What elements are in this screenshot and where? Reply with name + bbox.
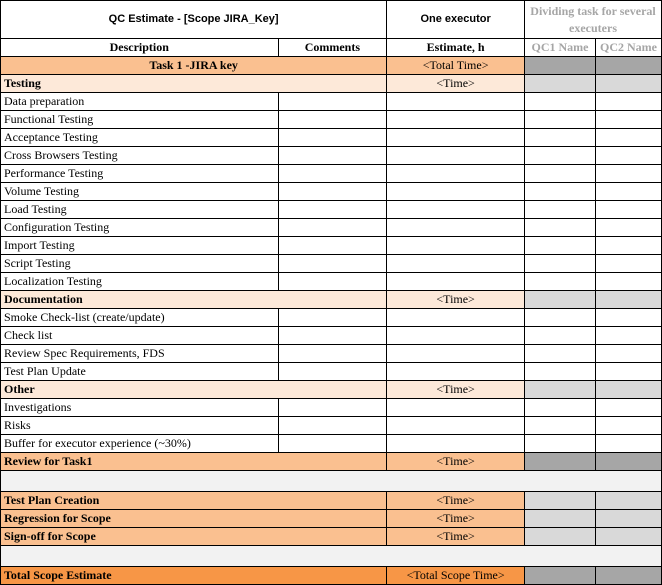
description-label: Localization Testing bbox=[4, 274, 102, 288]
qc1-cell[interactable] bbox=[525, 111, 596, 129]
qc2-cell[interactable] bbox=[595, 129, 661, 147]
qc2-cell[interactable] bbox=[595, 435, 661, 453]
comments-cell[interactable] bbox=[278, 93, 387, 111]
qc1-cell[interactable] bbox=[525, 492, 596, 510]
qc2-cell[interactable] bbox=[595, 273, 661, 291]
item-row bbox=[1, 399, 662, 417]
comments-cell[interactable] bbox=[278, 363, 387, 381]
qc1-cell[interactable] bbox=[525, 345, 596, 363]
comments-cell[interactable] bbox=[278, 129, 387, 147]
comments-cell[interactable] bbox=[278, 183, 387, 201]
item-row bbox=[1, 147, 662, 165]
summary-row bbox=[1, 528, 662, 546]
estimate-cell[interactable] bbox=[387, 201, 525, 219]
qc2-cell[interactable] bbox=[595, 567, 661, 585]
description-cell[interactable] bbox=[1, 399, 279, 417]
item-row bbox=[1, 417, 662, 435]
description-label: Performance Testing bbox=[4, 166, 104, 180]
comments-cell[interactable] bbox=[278, 201, 387, 219]
description-label: Cross Browsers Testing bbox=[4, 148, 118, 162]
item-row bbox=[1, 237, 662, 255]
qc2-cell[interactable] bbox=[595, 381, 661, 399]
description-cell[interactable] bbox=[1, 492, 387, 510]
item-row bbox=[1, 201, 662, 219]
qc1-cell[interactable] bbox=[525, 273, 596, 291]
description-label: Documentation bbox=[4, 292, 83, 306]
estimate-cell[interactable] bbox=[387, 147, 525, 165]
description-cell[interactable] bbox=[1, 309, 279, 327]
estimate-cell[interactable] bbox=[387, 510, 525, 528]
estimate-cell[interactable] bbox=[387, 111, 525, 129]
description-label: Script Testing bbox=[4, 256, 71, 270]
estimate-value: <Time> bbox=[436, 76, 475, 90]
estimate-cell[interactable] bbox=[387, 237, 525, 255]
comments-header: Comments bbox=[304, 40, 361, 54]
qc1-cell[interactable] bbox=[525, 93, 596, 111]
description-cell[interactable] bbox=[1, 147, 279, 165]
estimate-value: <Time> bbox=[436, 454, 475, 468]
qc1-cell[interactable] bbox=[525, 399, 596, 417]
description-label: Review Spec Requirements, FDS bbox=[4, 346, 165, 360]
estimate-cell[interactable] bbox=[387, 417, 525, 435]
qc2-header-cell[interactable] bbox=[595, 39, 661, 57]
estimate-cell[interactable] bbox=[387, 75, 525, 93]
estimate-title: QC Estimate - [Scope JIRA_Key] bbox=[108, 13, 279, 25]
description-label: Volume Testing bbox=[4, 184, 80, 198]
estimate-cell[interactable] bbox=[387, 183, 525, 201]
qc1-cell[interactable] bbox=[525, 165, 596, 183]
qc1-cell[interactable] bbox=[525, 435, 596, 453]
estimate-value: <Time> bbox=[436, 382, 475, 396]
qc1-cell[interactable] bbox=[525, 201, 596, 219]
description-label: Import Testing bbox=[4, 238, 75, 252]
description-label: Smoke Check-list (create/update) bbox=[4, 310, 165, 324]
comments-cell[interactable] bbox=[278, 219, 387, 237]
estimate-cell[interactable] bbox=[387, 345, 525, 363]
estimate-cell[interactable] bbox=[387, 435, 525, 453]
qc2-cell[interactable] bbox=[595, 291, 661, 309]
estimate-cell[interactable] bbox=[387, 309, 525, 327]
qc2-cell[interactable] bbox=[595, 528, 661, 546]
description-cell[interactable] bbox=[1, 345, 279, 363]
qc2-name-header: QC2 Name bbox=[599, 40, 657, 54]
estimate-cell[interactable] bbox=[387, 363, 525, 381]
estimate-cell[interactable] bbox=[387, 291, 525, 309]
description-label: Test Plan Update bbox=[4, 364, 86, 378]
review-row bbox=[1, 453, 662, 471]
qc1-cell[interactable] bbox=[525, 453, 596, 471]
qc1-cell[interactable] bbox=[525, 510, 596, 528]
description-label: Load Testing bbox=[4, 202, 67, 216]
description-label: Risks bbox=[4, 418, 31, 432]
total-row bbox=[1, 567, 662, 585]
item-row bbox=[1, 129, 662, 147]
estimate-cell[interactable] bbox=[387, 453, 525, 471]
estimate-header: Estimate, h bbox=[426, 40, 485, 54]
qc1-cell[interactable] bbox=[525, 327, 596, 345]
item-row bbox=[1, 111, 662, 129]
estimate-cell[interactable] bbox=[387, 492, 525, 510]
summary-row bbox=[1, 510, 662, 528]
description-cell[interactable] bbox=[1, 528, 387, 546]
qc2-cell[interactable] bbox=[595, 183, 661, 201]
description-label: Functional Testing bbox=[4, 112, 94, 126]
estimate-cell[interactable] bbox=[387, 528, 525, 546]
item-row bbox=[1, 309, 662, 327]
qc2-cell[interactable] bbox=[595, 75, 661, 93]
comments-cell[interactable] bbox=[278, 147, 387, 165]
estimate-cell[interactable] bbox=[387, 57, 525, 75]
estimate-cell[interactable] bbox=[387, 255, 525, 273]
qc2-cell[interactable] bbox=[595, 201, 661, 219]
qc1-cell[interactable] bbox=[525, 75, 596, 93]
estimate-value: <Time> bbox=[436, 493, 475, 507]
dividing-task-header: Dividing task for several executers bbox=[530, 3, 656, 35]
one-executor-header: One executor bbox=[420, 13, 491, 25]
comments-cell[interactable] bbox=[278, 417, 387, 435]
comments-cell[interactable] bbox=[278, 111, 387, 129]
description-cell[interactable] bbox=[1, 201, 279, 219]
one-executor-cell[interactable] bbox=[387, 1, 525, 39]
description-cell[interactable] bbox=[1, 567, 387, 585]
description-label: Acceptance Testing bbox=[4, 130, 98, 144]
description-header-cell[interactable] bbox=[1, 39, 279, 57]
description-cell[interactable] bbox=[1, 237, 279, 255]
item-row bbox=[1, 345, 662, 363]
estimate-value: <Total Time> bbox=[422, 58, 489, 72]
estimate-cell[interactable] bbox=[387, 567, 525, 585]
comments-cell[interactable] bbox=[278, 165, 387, 183]
spacer-row bbox=[1, 546, 662, 567]
qc2-cell[interactable] bbox=[595, 492, 661, 510]
estimate-value: <Total Scope Time> bbox=[406, 568, 505, 582]
description-label: Buffer for executor experience (~30%) bbox=[4, 436, 191, 450]
description-label: Total Scope Estimate bbox=[4, 568, 112, 582]
item-row bbox=[1, 93, 662, 111]
description-cell[interactable] bbox=[1, 417, 279, 435]
estimate-cell[interactable] bbox=[387, 219, 525, 237]
section-row bbox=[1, 75, 662, 93]
description-label: Testing bbox=[4, 76, 41, 90]
item-row bbox=[1, 327, 662, 345]
estimate-cell[interactable] bbox=[387, 327, 525, 345]
description-cell[interactable] bbox=[1, 273, 279, 291]
spacer-row bbox=[1, 471, 662, 492]
description-cell[interactable] bbox=[1, 291, 387, 309]
comments-cell[interactable] bbox=[278, 399, 387, 417]
description-label: Configuration Testing bbox=[4, 220, 110, 234]
comments-header-cell[interactable] bbox=[278, 39, 387, 57]
item-row bbox=[1, 255, 662, 273]
qc1-cell[interactable] bbox=[525, 129, 596, 147]
description-cell[interactable] bbox=[1, 93, 279, 111]
description-cell[interactable] bbox=[1, 510, 387, 528]
description-cell[interactable] bbox=[1, 75, 387, 93]
qc1-cell[interactable] bbox=[525, 291, 596, 309]
estimate-header-cell[interactable] bbox=[387, 39, 525, 57]
summary-row bbox=[1, 492, 662, 510]
description-header: Description bbox=[109, 40, 169, 54]
qc1-cell[interactable] bbox=[525, 528, 596, 546]
qc1-cell[interactable] bbox=[525, 219, 596, 237]
description-cell[interactable] bbox=[1, 183, 279, 201]
qc2-cell[interactable] bbox=[595, 363, 661, 381]
description-cell[interactable] bbox=[1, 57, 387, 75]
item-row bbox=[1, 219, 662, 237]
estimate-cell[interactable] bbox=[387, 381, 525, 399]
estimate-cell[interactable] bbox=[387, 165, 525, 183]
qc2-cell[interactable] bbox=[595, 510, 661, 528]
comments-cell[interactable] bbox=[278, 435, 387, 453]
qc2-cell[interactable] bbox=[595, 57, 661, 75]
qc1-header-cell[interactable] bbox=[525, 39, 596, 57]
qc2-cell[interactable] bbox=[595, 345, 661, 363]
task-row bbox=[1, 57, 662, 75]
section-row bbox=[1, 291, 662, 309]
qc2-cell[interactable] bbox=[595, 219, 661, 237]
description-cell[interactable] bbox=[1, 327, 279, 345]
qc2-cell[interactable] bbox=[595, 255, 661, 273]
estimate-title-cell[interactable] bbox=[1, 1, 387, 39]
dividing-task-cell[interactable] bbox=[525, 1, 662, 39]
qc1-cell[interactable] bbox=[525, 237, 596, 255]
qc2-cell[interactable] bbox=[595, 453, 661, 471]
qc2-cell[interactable] bbox=[595, 417, 661, 435]
qc2-cell[interactable] bbox=[595, 327, 661, 345]
description-label: Other bbox=[4, 382, 35, 396]
qc2-cell[interactable] bbox=[595, 399, 661, 417]
item-row bbox=[1, 183, 662, 201]
comments-cell[interactable] bbox=[278, 255, 387, 273]
estimate-value: <Time> bbox=[436, 529, 475, 543]
description-cell[interactable] bbox=[1, 255, 279, 273]
comments-cell[interactable] bbox=[278, 345, 387, 363]
qc1-cell[interactable] bbox=[525, 147, 596, 165]
qc2-cell[interactable] bbox=[595, 237, 661, 255]
description-cell[interactable] bbox=[1, 453, 387, 471]
qc2-cell[interactable] bbox=[595, 309, 661, 327]
item-row bbox=[1, 363, 662, 381]
description-label: Data preparation bbox=[4, 94, 85, 108]
qc1-cell[interactable] bbox=[525, 381, 596, 399]
qc1-cell[interactable] bbox=[525, 417, 596, 435]
description-label: Sign-off for Scope bbox=[4, 529, 96, 543]
comments-cell[interactable] bbox=[278, 309, 387, 327]
description-label: Review for Task1 bbox=[4, 454, 93, 468]
qc1-cell[interactable] bbox=[525, 309, 596, 327]
item-row bbox=[1, 273, 662, 291]
qc1-name-header: QC1 Name bbox=[531, 40, 589, 54]
qc1-cell[interactable] bbox=[525, 363, 596, 381]
section-row bbox=[1, 381, 662, 399]
description-label: Test Plan Creation bbox=[4, 493, 100, 507]
qc1-cell[interactable] bbox=[525, 567, 596, 585]
description-label: Task 1 -JIRA key bbox=[149, 58, 238, 72]
description-cell[interactable] bbox=[1, 219, 279, 237]
spacer-cell[interactable] bbox=[1, 471, 662, 492]
qc1-cell[interactable] bbox=[525, 255, 596, 273]
qc2-cell[interactable] bbox=[595, 111, 661, 129]
qc2-cell[interactable] bbox=[595, 93, 661, 111]
qc2-cell[interactable] bbox=[595, 147, 661, 165]
description-label: Check list bbox=[4, 328, 53, 342]
comments-cell[interactable] bbox=[278, 237, 387, 255]
spacer-cell[interactable] bbox=[1, 546, 662, 567]
item-row bbox=[1, 165, 662, 183]
description-cell[interactable] bbox=[1, 435, 279, 453]
description-cell[interactable] bbox=[1, 129, 279, 147]
qc1-cell[interactable] bbox=[525, 57, 596, 75]
description-cell[interactable] bbox=[1, 111, 279, 129]
description-cell[interactable] bbox=[1, 165, 279, 183]
estimate-cell[interactable] bbox=[387, 129, 525, 147]
estimate-value: <Time> bbox=[436, 511, 475, 525]
item-row bbox=[1, 435, 662, 453]
comments-cell[interactable] bbox=[278, 327, 387, 345]
description-label: Investigations bbox=[4, 400, 72, 414]
estimate-cell[interactable] bbox=[387, 93, 525, 111]
description-cell[interactable] bbox=[1, 363, 279, 381]
qc1-cell[interactable] bbox=[525, 183, 596, 201]
description-label: Regression for Scope bbox=[4, 511, 111, 525]
description-cell[interactable] bbox=[1, 381, 387, 399]
estimate-cell[interactable] bbox=[387, 399, 525, 417]
qc2-cell[interactable] bbox=[595, 165, 661, 183]
comments-cell[interactable] bbox=[278, 273, 387, 291]
estimate-value: <Time> bbox=[436, 292, 475, 306]
estimate-cell[interactable] bbox=[387, 273, 525, 291]
